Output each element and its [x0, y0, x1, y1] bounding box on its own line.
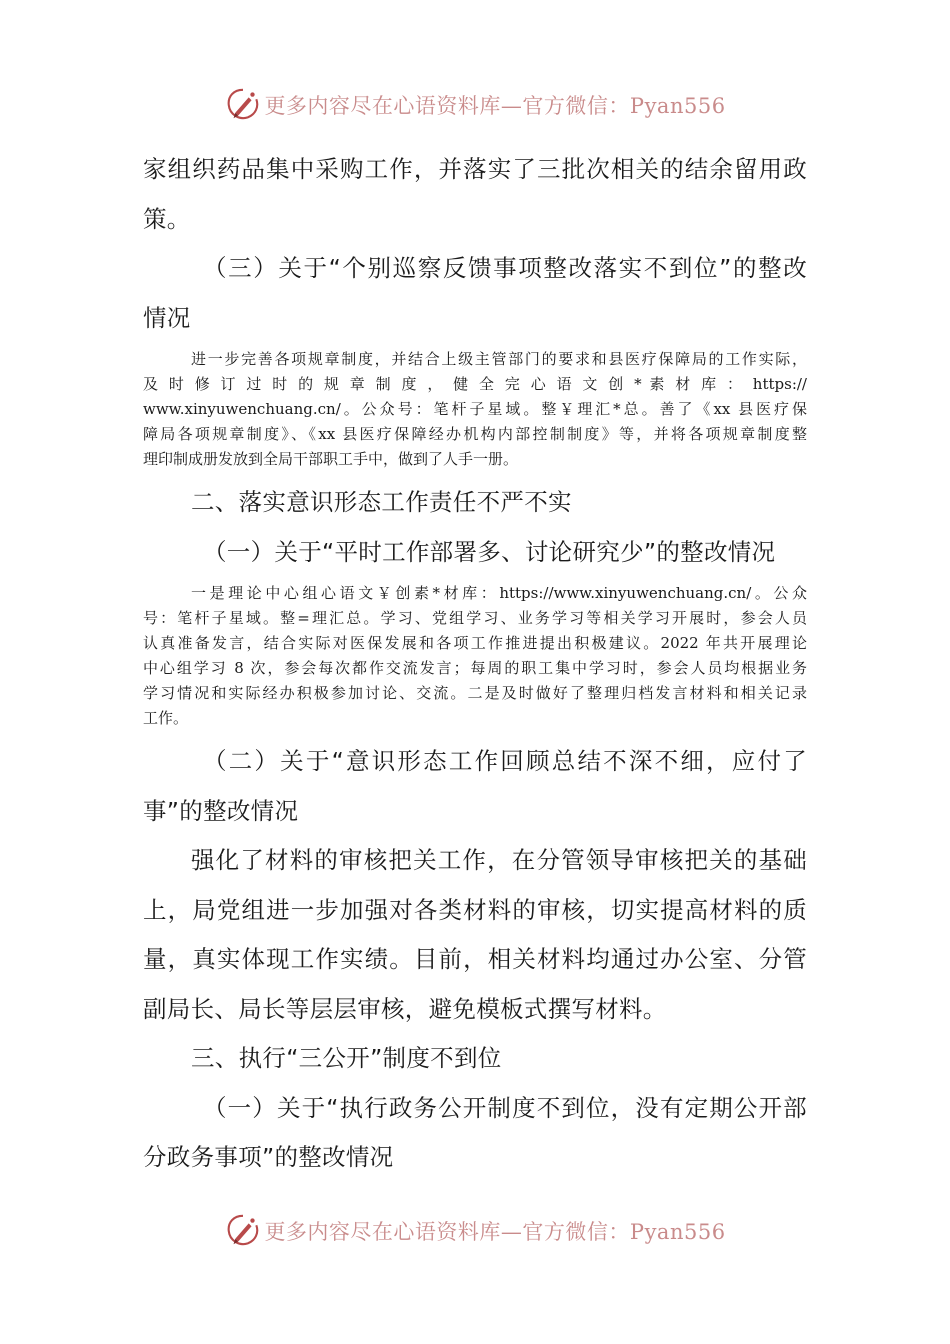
small-line: 认真准备发言，结合实际对医保发展和各项工作推进提出积极建议。2022 年共开展理论 — [143, 634, 807, 652]
paragraph-line: 上，局党组进一步加强对各类材料的审核，切实提高材料的质 — [143, 895, 807, 924]
small-paragraph-1 — [143, 347, 807, 472]
paragraph-line: 量，真实体现工作实绩。目前，相关材料均通过办公室、分管 — [143, 945, 807, 973]
banner-text: 更多内容尽在心语资料库—官方微信：Pyan556 — [264, 94, 726, 118]
small-paragraph-2 — [143, 581, 807, 731]
small-line: 号：笔杆子星域。整=理汇总。学习、党组学习、业务学习等相关学习开展时，参会人员 — [143, 609, 807, 627]
small-line: 一是理论中心组心语文￥创素*材库：https://www.xinyuwenchuang.cn/。公众 — [191, 584, 807, 602]
small-line: 及 时 修 订 过 时 的 规 章 制 度 ， 健 全 完 心 语 文 创 * 素 材 库 ： https:// — [143, 375, 807, 393]
small-line: 障局各项规章制度》、《xx 县医疗保障经办机构内部控制制度》等，并将各项规章制度整 — [143, 425, 807, 443]
section-heading: （三）关于“个别巡察反馈事项整改落实不到位”的整改 — [203, 254, 807, 282]
small-line: 进一步完善各项规章制度，并结合上级主管部门的要求和县医疗保障局的工作实际， — [191, 350, 807, 368]
small-line: 工作。 — [143, 709, 189, 727]
subsection-heading-cont: 事”的整改情况 — [143, 796, 299, 825]
small-line: www.xinyuwenchuang.cn/。公众号：笔杆子星域。整￥理汇*总。善了《xx 县医疗保 — [143, 400, 807, 418]
banner-text: 更多内容尽在心语资料库—官方微信：Pyan556 — [264, 1220, 726, 1244]
small-line: 学习情况和实际经办积极参加讨论、交流。二是及时做好了整理归档发言材料和相关记录 — [143, 684, 807, 702]
subsection-heading: （二）关于“意识形态工作回顾总结不深不细，应付了 — [203, 747, 807, 775]
paragraph-line: 强化了材料的审核把关工作，在分管领导审核把关的基础 — [191, 846, 807, 874]
section-heading: 二、落实意识形态工作责任不严不实 — [191, 488, 572, 516]
section-heading-cont: 情况 — [143, 303, 191, 332]
subsection-heading: （一）关于“平时工作部署多、讨论研究少”的整改情况 — [203, 537, 776, 566]
paragraph-line: 策。 — [143, 204, 191, 233]
header-banner — [0, 80, 950, 130]
section-heading: 三、执行“三公开”制度不到位 — [191, 1044, 502, 1072]
paragraph-line: 家组织药品集中采购工作，并落实了三批次相关的结余留用政 — [143, 155, 807, 183]
document-body — [143, 145, 807, 1183]
footer-banner — [0, 1206, 950, 1256]
pen-swirl-logo-icon — [224, 86, 262, 124]
small-line: 理印制成册发放到全局干部职工手中，做到了人手一册。 — [143, 450, 519, 468]
subsection-heading: （一）关于“执行政务公开制度不到位，没有定期公开部 — [203, 1093, 807, 1122]
pen-swirl-logo-icon — [224, 1212, 262, 1250]
subsection-heading-cont: 分政务事项”的整改情况 — [143, 1143, 394, 1171]
paragraph-line: 副局长、局长等层层审核，避免模板式撰写材料。 — [143, 994, 667, 1023]
small-line: 中心组学习 8 次，参会每次都作交流发言；每周的职工集中学习时，参会人员均根据业务 — [143, 659, 807, 677]
